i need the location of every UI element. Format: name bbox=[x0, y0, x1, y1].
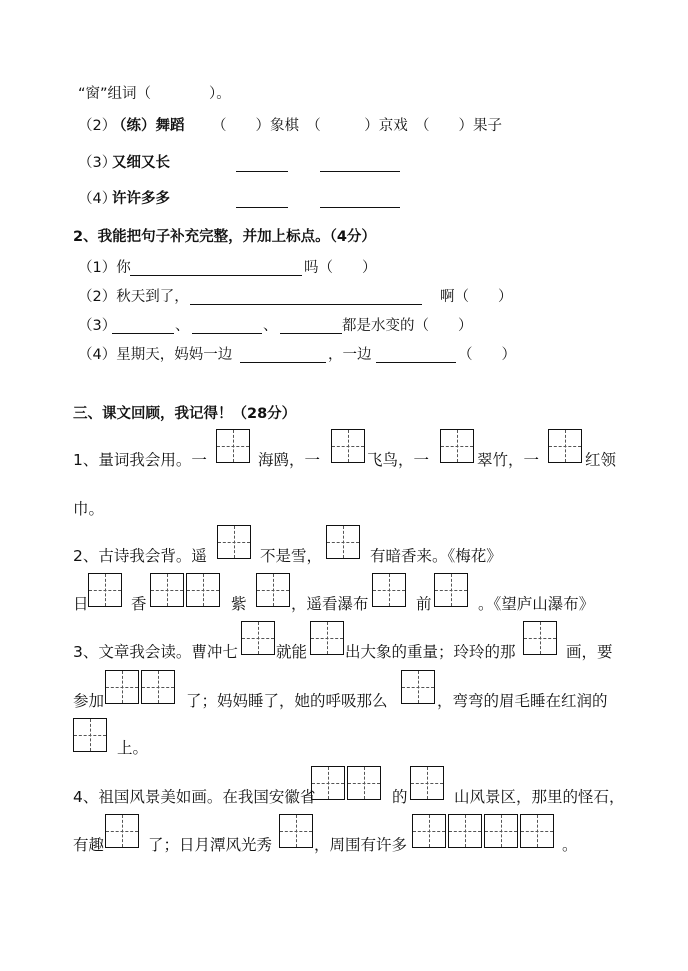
blank[interactable] bbox=[236, 207, 288, 208]
blank[interactable] bbox=[320, 171, 400, 172]
tianzi-box[interactable] bbox=[331, 429, 365, 463]
tianzi-box[interactable] bbox=[256, 573, 290, 607]
tianzi-box[interactable] bbox=[372, 573, 406, 607]
p3-e: 参加 bbox=[73, 692, 105, 710]
blank[interactable] bbox=[236, 171, 288, 172]
tianzi-box[interactable] bbox=[347, 766, 381, 800]
q2-item2-a: （2）秋天到了， bbox=[78, 289, 189, 305]
blank[interactable] bbox=[130, 275, 302, 276]
tianzi-box[interactable] bbox=[523, 621, 557, 655]
blank[interactable] bbox=[190, 304, 422, 305]
tianzi-box[interactable] bbox=[311, 766, 345, 800]
q2-item4-b: ，一边 bbox=[328, 347, 372, 363]
p3-d: 画，要 bbox=[566, 643, 613, 661]
q2-item1-a: （1）你 bbox=[78, 260, 131, 276]
p1-e: 红领 bbox=[585, 451, 617, 469]
q2-item3-b: 、 bbox=[175, 318, 190, 334]
blank[interactable] bbox=[240, 362, 326, 363]
p4-d: 有趣 bbox=[73, 836, 105, 854]
tianzi-box[interactable] bbox=[241, 621, 275, 655]
tianzi-box[interactable] bbox=[216, 429, 250, 463]
p2-e: 香 bbox=[131, 595, 147, 613]
p3-a: 3、文章我会读。曹冲七 bbox=[73, 643, 238, 661]
p3-c: 出大象的重量；玲玲的那 bbox=[345, 643, 516, 661]
p2-b: 不是雪， bbox=[260, 547, 323, 565]
blank[interactable] bbox=[192, 333, 262, 334]
q2-item2-b: 啊（ ） bbox=[440, 289, 513, 305]
tianzi-box[interactable] bbox=[217, 525, 251, 559]
tianzi-box[interactable] bbox=[105, 814, 139, 848]
q2-title: 2、我能把句子补充完整，并加上标点。（4分） bbox=[73, 229, 376, 245]
p3-b: 就能 bbox=[276, 643, 308, 661]
q2-item4-a: （4）星期天，妈妈一边 bbox=[78, 347, 233, 363]
p4-f: ，周围有许多 bbox=[314, 836, 408, 854]
blank[interactable] bbox=[112, 333, 174, 334]
tianzi-box[interactable] bbox=[520, 814, 554, 848]
p1-d: 翠竹，一 bbox=[477, 451, 540, 469]
blank[interactable] bbox=[376, 362, 456, 363]
q1-item2-num: （2） bbox=[78, 118, 117, 134]
tianzi-box[interactable] bbox=[150, 573, 184, 607]
blank[interactable] bbox=[280, 333, 342, 334]
p3-g: ，弯弯的眉毛睡在红润的 bbox=[437, 692, 608, 710]
p2-g: ，遥看瀑布 bbox=[291, 595, 369, 613]
tianzi-box[interactable] bbox=[310, 621, 344, 655]
tianzi-box[interactable] bbox=[412, 814, 446, 848]
p4-b: 的 bbox=[392, 788, 408, 806]
p4-g: 。 bbox=[562, 836, 578, 854]
tianzi-box[interactable] bbox=[484, 814, 518, 848]
blank[interactable] bbox=[320, 207, 400, 208]
tianzi-box[interactable] bbox=[326, 525, 360, 559]
tianzi-box[interactable] bbox=[401, 670, 435, 704]
q1-item3-num: （3） bbox=[78, 155, 117, 171]
tianzi-box[interactable] bbox=[186, 573, 220, 607]
tianzi-box[interactable] bbox=[88, 573, 122, 607]
p4-c: 山风景区，那里的怪石， bbox=[454, 788, 625, 806]
q2-item4-c: （ ） bbox=[458, 347, 516, 363]
p3-f: 了；妈妈睡了，她的呼吸那么 bbox=[186, 692, 388, 710]
q2-item3-a: （3） bbox=[78, 318, 117, 334]
tianzi-box[interactable] bbox=[105, 670, 139, 704]
tianzi-box[interactable] bbox=[548, 429, 582, 463]
p1-a: 1、量词我会用。一 bbox=[73, 451, 207, 469]
p4-a: 4、祖国风景美如画。在我国安徽省 bbox=[73, 788, 316, 806]
tianzi-box[interactable] bbox=[73, 718, 107, 752]
q1-item2-rest: （ ）象棋 （ ）京戏 （ ）果子 bbox=[212, 118, 502, 134]
p1-f: 巾。 bbox=[73, 500, 105, 518]
section3-title: 三、课文回顾，我记得！（28分） bbox=[73, 406, 297, 422]
tianzi-box[interactable] bbox=[141, 670, 175, 704]
p2-c: 有暗香来。《梅花》 bbox=[370, 547, 502, 565]
p1-c: 飞鸟，一 bbox=[367, 451, 430, 469]
p2-i: 。《望庐山瀑布》 bbox=[478, 595, 595, 613]
tianzi-box[interactable] bbox=[410, 766, 444, 800]
q1-line-window: “窗”组词（ ）。 bbox=[78, 86, 231, 102]
p2-h: 前 bbox=[416, 595, 432, 613]
tianzi-box[interactable] bbox=[448, 814, 482, 848]
q2-item3-d: 都是水变的（ ） bbox=[342, 318, 473, 334]
q1-item2-word: （练）舞蹈 bbox=[112, 118, 185, 134]
q1-item4-word: 许许多多 bbox=[112, 191, 170, 207]
q2-item3-c: 、 bbox=[263, 318, 278, 334]
tianzi-box[interactable] bbox=[434, 573, 468, 607]
p2-f: 紫 bbox=[231, 595, 247, 613]
p2-a: 2、古诗我会背。遥 bbox=[73, 547, 207, 565]
q1-item4-num: （4） bbox=[78, 191, 117, 207]
q1-item3-word: 又细又长 bbox=[112, 155, 170, 171]
p3-h: 上。 bbox=[117, 739, 149, 757]
p1-b: 海鸥，一 bbox=[258, 451, 321, 469]
p2-d: 日 bbox=[73, 595, 89, 613]
tianzi-box[interactable] bbox=[440, 429, 474, 463]
tianzi-box[interactable] bbox=[279, 814, 313, 848]
q2-item1-b: 吗（ ） bbox=[304, 260, 377, 276]
p4-e: 了；日月潭风光秀 bbox=[148, 836, 273, 854]
